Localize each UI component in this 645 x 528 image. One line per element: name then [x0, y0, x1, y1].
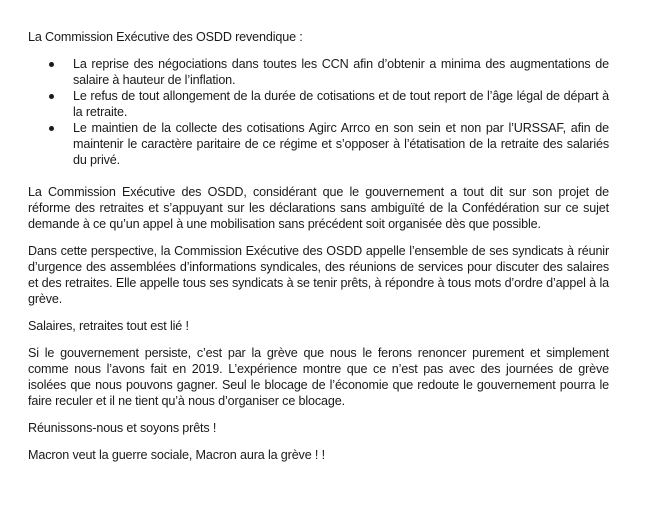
paragraph-closing: Macron veut la guerre sociale, Macron aura la grève ! !	[28, 448, 325, 462]
bullet-icon	[49, 126, 54, 131]
bullet-icon	[49, 62, 54, 67]
intro-line: La Commission Exécutive des OSDD revendique :	[28, 30, 303, 44]
paragraph-call: Réunissons-nous et soyons prêts !	[28, 421, 217, 435]
paragraph-mobilisation: La Commission Exécutive des OSDD, considérant que le gouvernement a tout dit sur son projet de réforme des retraites et s’appuyant sur les déclarations sans ambiguïté de la Confédération sur ce sujet demande à ce qu’un appel à une mobilisation sans précédent soit organisée dès que possible.	[28, 185, 609, 231]
paragraph-perspective: Dans cette perspective, la Commission Exécutive des OSDD appelle l’ensemble de ses syndicats à réunir d’urgence des assemblées d’informations syndicales, des réunions de services pour discuter des salaires et des retraites. Elle appelle tous ses syndicats à se tenir prêts, à répondre à tous mots d’ordre d’appel à la grève.	[28, 244, 609, 306]
paragraph-strike: Si le gouvernement persiste, c’est par la grève que nous le ferons renoncer purement et simplement comme nous l’avons fait en 2019. L’expérience montre que ce n’est pas avec des journées de grève isolées que nous pouvons gagner. Seul le blocage de l’économie que redoute le gouvernement pourra le faire reculer et il ne tient qu’à nous d’organiser ce blocage.	[28, 346, 609, 408]
demand-item	[28, 88, 609, 120]
demands-list	[28, 56, 609, 168]
demand-text: Le refus de tout allongement de la durée de cotisations et de tout report de l’âge légal de départ à la retraite.	[73, 89, 609, 119]
bullet-icon	[49, 94, 54, 99]
demand-text: La reprise des négociations dans toutes les CCN afin d’obtenir a minima des augmentations de salaire à hauteur de l’inflation.	[73, 57, 609, 87]
demand-item	[28, 120, 609, 168]
demand-text: Le maintien de la collecte des cotisations Agirc Arrco en son sein et non par l’URSSAF, afin de maintenir le caractère paritaire de ce régime et s’opposer à l’étatisation de la retraite des salariés du privé.	[73, 121, 609, 167]
document-page	[28, 29, 609, 474]
paragraph-slogan: Salaires, retraites tout est lié !	[28, 319, 189, 333]
demand-item	[28, 56, 609, 88]
